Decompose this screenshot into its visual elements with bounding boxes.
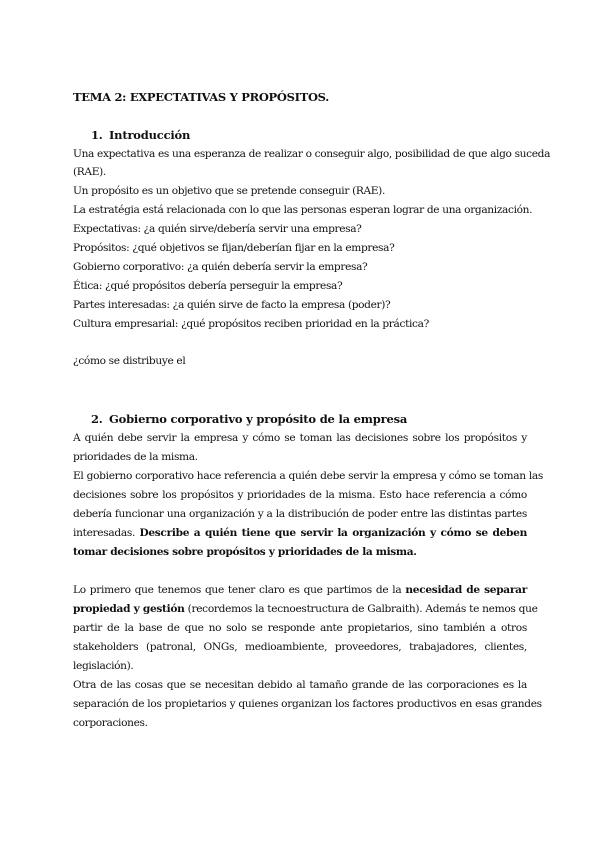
paragraph-line: A quién debe servir la empresa y cómo se toman las decisiones sobre los propósitos y	[73, 432, 527, 444]
paragraph-line: debería funcionar una organización y a la distribución de poder entre las distintas partes	[73, 508, 527, 520]
paragraph-line: corporaciones.	[73, 717, 148, 729]
paragraph-line: Ética: ¿qué propósitos debería perseguir la empresa?	[73, 280, 343, 292]
section-number: 1.	[91, 128, 103, 142]
section-title: Gobierno corporativo y propósito de la empresa	[109, 412, 408, 426]
bold-text-run: Describe a quién tiene que servir la organización y cómo se deben	[139, 527, 527, 539]
text-run: (recordemos la tecnoestructura de Galbraith). Además te nemos que	[184, 603, 538, 615]
section-heading-introduccion	[91, 128, 190, 142]
paragraph-line: partir de la base de que no solo se responde ante propietarios, sino también a otros	[73, 622, 527, 634]
paragraph-line	[73, 584, 527, 596]
paragraph-line	[73, 527, 527, 539]
bold-text-run: propiedad y gestión	[73, 603, 185, 615]
section-heading-gobierno	[91, 412, 407, 426]
paragraph-line: decisiones sobre los propósitos y prioridades de la misma. Esto hace referencia a cómo	[73, 489, 527, 501]
paragraph-line	[73, 603, 538, 615]
paragraph-line: Gobierno corporativo: ¿a quién debería servir la empresa?	[73, 261, 368, 273]
paragraph-line: separación de los propietarios y quienes organizan los factores productivos en esas grandes	[73, 698, 542, 710]
paragraph-line: Partes interesadas: ¿a quién sirve de facto la empresa (poder)?	[73, 299, 391, 311]
bold-text-run: necesidad de separar	[405, 584, 527, 596]
paragraph-line: prioridades de la misma.	[73, 451, 198, 463]
paragraph-line: Cultura empresarial: ¿qué propósitos reciben prioridad en la práctica?	[73, 318, 429, 330]
paragraph-line: La estratégia está relacionada con lo que las personas esperan lograr de una organización.	[73, 204, 533, 216]
section-number: 2.	[91, 412, 103, 426]
paragraph-line: tomar decisiones sobre propósitos y prioridades de la misma.	[73, 546, 417, 558]
paragraph-line: ¿cómo se distribuye el	[73, 355, 186, 367]
paragraph-line: Una expectativa es una esperanza de realizar o conseguir algo, posibilidad de que algo suceda	[73, 148, 551, 160]
paragraph-line: Un propósito es un objetivo que se pretende conseguir (RAE).	[73, 185, 385, 197]
paragraph-line: Propósitos: ¿qué objetivos se fijan/deberían fijar en la empresa?	[73, 242, 395, 254]
text-run: interesadas.	[73, 527, 140, 539]
page-title: TEMA 2: EXPECTATIVAS Y PROPÓSITOS.	[73, 90, 329, 104]
paragraph-line: (RAE).	[73, 166, 106, 178]
paragraph-line: El gobierno corporativo hace referencia a quién debe servir la empresa y cómo se toman las	[73, 470, 544, 482]
text-run: Lo primero que tenemos que tener claro es que partimos de la	[73, 584, 406, 596]
section-title: Introducción	[109, 128, 191, 142]
paragraph-line: Expectativas: ¿a quién sirve/debería servir una empresa?	[73, 223, 362, 235]
paragraph-line: Otra de las cosas que se necesitan debido al tamaño grande de las corporaciones es la	[73, 679, 527, 691]
paragraph-line: stakeholders (patronal, ONGs, medioambiente, proveedores, trabajadores, clientes,	[73, 641, 527, 653]
paragraph-line: legislación).	[73, 660, 134, 672]
